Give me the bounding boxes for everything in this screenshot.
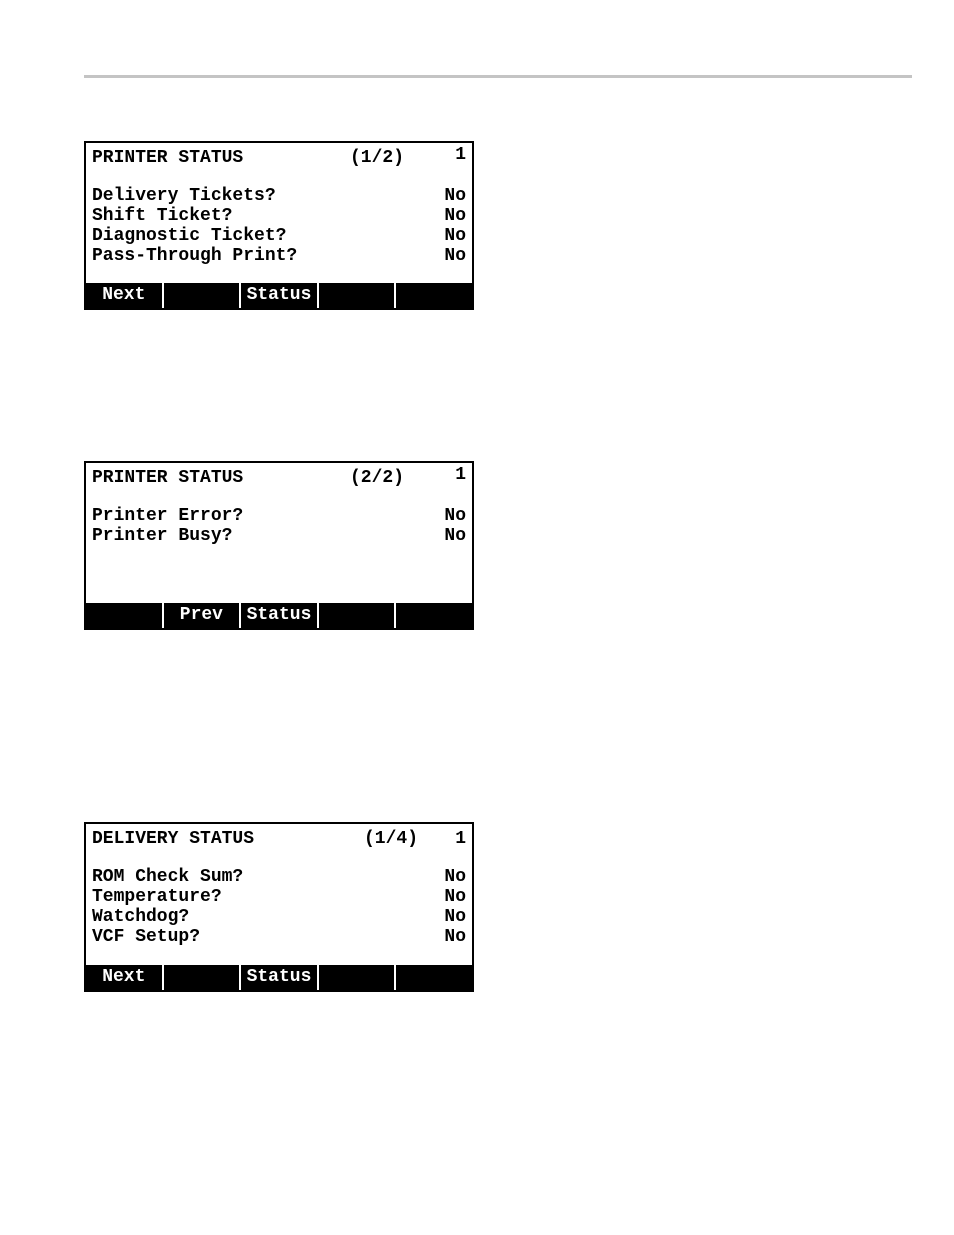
status-label: Temperature? <box>92 887 222 907</box>
softkey-5-button[interactable] <box>396 965 472 990</box>
status-label: Printer Error? <box>92 506 244 526</box>
screen-title: PRINTER STATUS <box>92 148 244 168</box>
softkey-4-button[interactable] <box>319 283 397 308</box>
softkey-1-button[interactable] <box>86 603 164 628</box>
status-value: No <box>444 226 466 246</box>
status-value: No <box>444 246 466 266</box>
status-row-printer-error <box>92 506 466 526</box>
status-row-delivery-tickets <box>92 186 466 206</box>
status-value: No <box>444 927 466 947</box>
screen-title: DELIVERY STATUS <box>92 829 255 849</box>
status-value: No <box>444 186 466 206</box>
softkey-5-button[interactable] <box>396 603 472 628</box>
status-value: No <box>444 206 466 226</box>
softkey-2-button[interactable] <box>164 283 242 308</box>
status-label: Delivery Tickets? <box>92 186 276 206</box>
printer-status-screen-page-2 <box>84 461 474 630</box>
status-label: Diagnostic Ticket? <box>92 226 287 246</box>
softkey-2-button[interactable] <box>164 965 242 990</box>
unit-number: 1 <box>455 465 466 485</box>
softkey-4-button[interactable] <box>319 965 397 990</box>
status-label: Watchdog? <box>92 907 190 927</box>
status-list <box>92 867 466 947</box>
status-row-rom-check-sum <box>92 867 466 887</box>
status-value: No <box>444 887 466 907</box>
softkey-next-button[interactable]: Next <box>86 965 164 990</box>
page-indicator: (1/2) <box>350 148 405 168</box>
softkey-next-button[interactable]: Next <box>86 283 164 308</box>
status-label: VCF Setup? <box>92 927 201 947</box>
softkey-status-button[interactable]: Status <box>241 283 319 308</box>
screen-header <box>92 147 466 169</box>
unit-number: 1 <box>455 145 466 165</box>
page-indicator: (2/2) <box>350 468 405 488</box>
page-indicator: (1/4) <box>364 829 419 849</box>
screen-header <box>92 467 466 489</box>
status-label: Pass-Through Print? <box>92 246 298 266</box>
softkey-prev-button[interactable]: Prev <box>164 603 242 628</box>
screen-title: PRINTER STATUS <box>92 468 244 488</box>
softkey-5-button[interactable] <box>396 283 472 308</box>
status-row-printer-busy <box>92 526 466 546</box>
status-value: No <box>444 867 466 887</box>
status-value: No <box>444 506 466 526</box>
status-list <box>92 186 466 266</box>
printer-status-screen-page-1 <box>84 141 474 310</box>
status-row-watchdog <box>92 907 466 927</box>
status-row-shift-ticket <box>92 206 466 226</box>
status-list <box>92 506 466 546</box>
status-row-temperature <box>92 887 466 907</box>
page-header-rule <box>84 75 912 78</box>
softkey-bar <box>86 283 472 308</box>
softkey-status-button[interactable]: Status <box>241 965 319 990</box>
status-value: No <box>444 526 466 546</box>
unit-number: 1 <box>455 829 466 849</box>
softkey-bar <box>86 965 472 990</box>
status-row-pass-through-print <box>92 246 466 266</box>
status-row-vcf-setup <box>92 927 466 947</box>
status-label: Printer Busy? <box>92 526 233 546</box>
screen-header <box>92 828 466 850</box>
delivery-status-screen-page-1 <box>84 822 474 992</box>
softkey-status-button[interactable]: Status <box>241 603 319 628</box>
status-row-diagnostic-ticket <box>92 226 466 246</box>
status-label: Shift Ticket? <box>92 206 233 226</box>
status-value: No <box>444 907 466 927</box>
softkey-4-button[interactable] <box>319 603 397 628</box>
softkey-bar <box>86 603 472 628</box>
status-label: ROM Check Sum? <box>92 867 244 887</box>
